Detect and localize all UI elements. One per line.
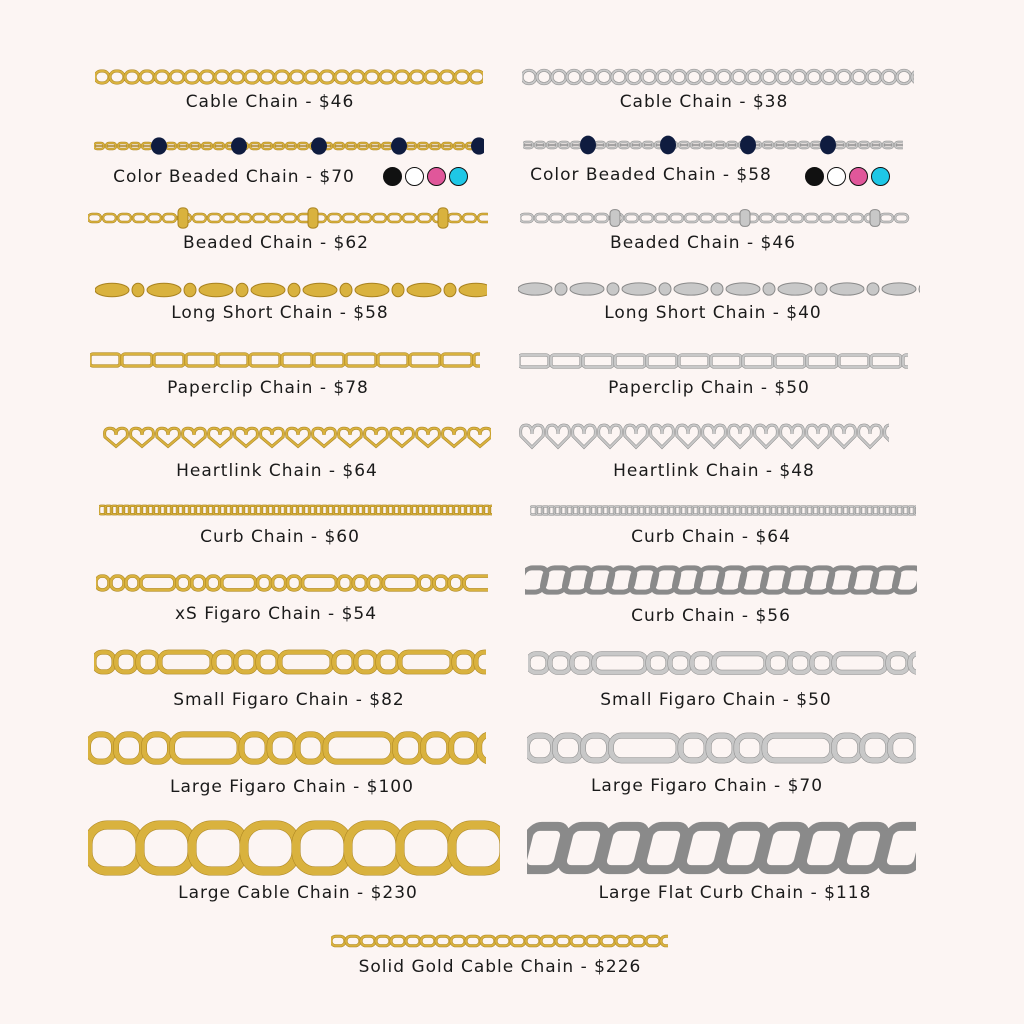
chain-label: Large Cable Chain - $230 <box>178 883 418 903</box>
chain-image <box>94 134 484 158</box>
chain-image <box>519 420 889 454</box>
chain-image <box>99 503 492 517</box>
chain-label: Color Beaded Chain - $58 <box>530 165 772 185</box>
chain-label: Cable Chain - $38 <box>619 92 789 112</box>
chain-label: Beaded Chain - $46 <box>610 233 796 253</box>
color-options <box>383 167 468 186</box>
color-swatch <box>449 167 468 186</box>
color-swatch <box>849 167 868 186</box>
chain-image <box>528 648 916 678</box>
color-swatch <box>871 167 890 186</box>
chain-label: Small Figaro Chain - $82 <box>173 690 405 710</box>
chain-label: Color Beaded Chain - $70 <box>113 167 355 187</box>
chain-label: Small Figaro Chain - $50 <box>600 690 832 710</box>
chain-label: Large Flat Curb Chain - $118 <box>598 883 872 903</box>
chain-image <box>331 933 668 949</box>
chain-image <box>523 132 903 158</box>
chain-image <box>527 728 916 768</box>
color-swatch <box>427 167 446 186</box>
chain-image <box>94 646 486 678</box>
color-swatch <box>805 167 824 186</box>
chain-label: Long Short Chain - $40 <box>604 303 822 323</box>
chain-image <box>96 572 488 594</box>
color-swatch <box>827 167 846 186</box>
chain-image <box>522 66 914 88</box>
chain-image <box>88 726 486 770</box>
chain-image <box>103 424 491 452</box>
chain-label: xS Figaro Chain - $54 <box>174 604 378 624</box>
chain-image <box>530 504 916 517</box>
color-options <box>805 167 890 186</box>
chain-label: Paperclip Chain - $78 <box>167 378 369 398</box>
chain-image <box>519 351 908 371</box>
chain-label: Long Short Chain - $58 <box>171 303 389 323</box>
chain-image <box>88 206 488 230</box>
chain-label: Beaded Chain - $62 <box>183 233 369 253</box>
chain-label: Large Figaro Chain - $100 <box>170 777 414 797</box>
chain-label: Curb Chain - $60 <box>200 527 360 547</box>
color-swatch <box>383 167 402 186</box>
chain-image <box>527 818 916 878</box>
chain-label: Paperclip Chain - $50 <box>608 378 810 398</box>
chain-image <box>95 67 483 87</box>
chain-image <box>90 350 480 370</box>
chain-image <box>525 564 917 596</box>
chain-image <box>520 208 910 228</box>
chain-label: Large Figaro Chain - $70 <box>590 776 824 796</box>
chain-image <box>518 278 920 300</box>
chain-label: Curb Chain - $64 <box>631 527 791 547</box>
chain-label: Solid Gold Cable Chain - $226 <box>358 957 642 977</box>
chain-label: Cable Chain - $46 <box>185 92 355 112</box>
chain-image <box>95 278 487 302</box>
color-swatch <box>405 167 424 186</box>
chain-label: Curb Chain - $56 <box>631 606 791 626</box>
chain-label: Heartlink Chain - $48 <box>613 461 815 481</box>
chain-image <box>88 816 500 880</box>
chain-label: Heartlink Chain - $64 <box>176 461 378 481</box>
